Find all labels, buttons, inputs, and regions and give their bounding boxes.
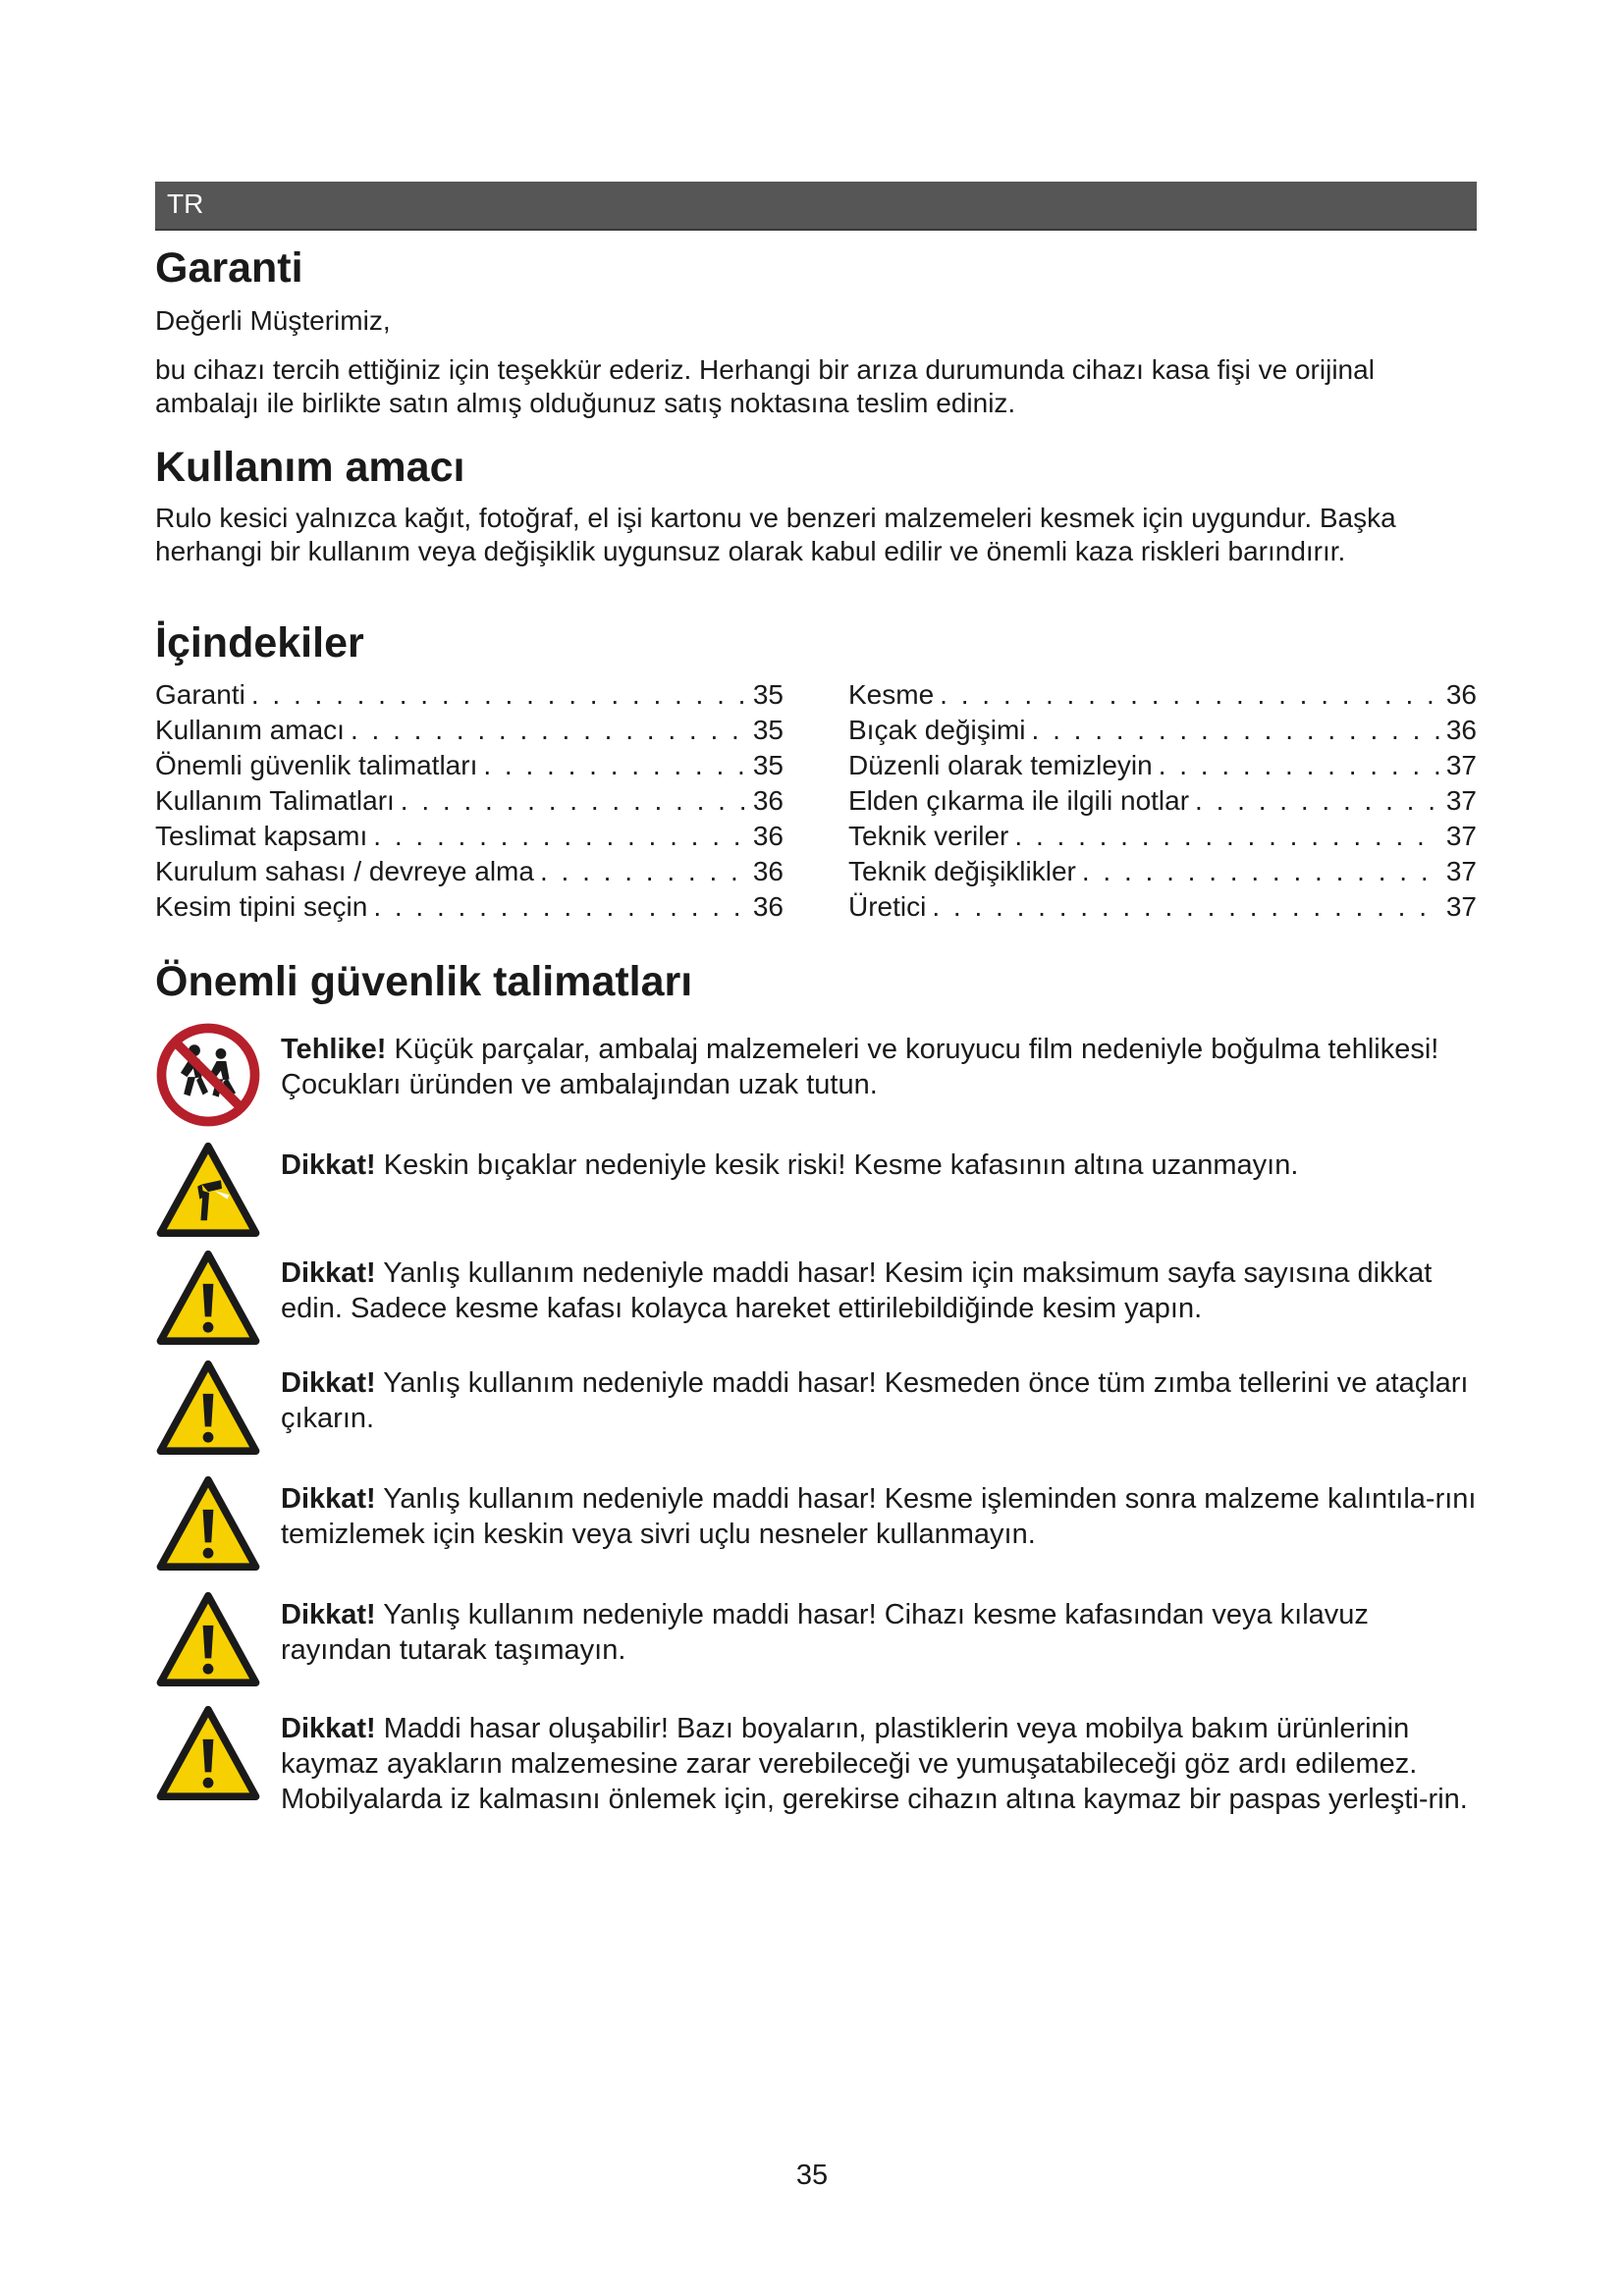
toc-leader-dots xyxy=(1082,854,1440,889)
toc-entry-label: Kesme xyxy=(848,679,935,710)
warning-lead: Dikkat! xyxy=(281,1713,376,1744)
toc-entry-label: Kullanım amacı xyxy=(155,715,345,745)
toc-entry-label: Teslimat kapsamı xyxy=(155,821,368,851)
toc-entry-page: 35 xyxy=(752,715,784,745)
toc-entry-page: 37 xyxy=(1445,785,1477,816)
toc-leader-dots xyxy=(540,854,747,889)
toc-entry xyxy=(848,677,1477,713)
toc-entry xyxy=(155,677,784,713)
child-prohibition-icon xyxy=(155,1022,261,1128)
toc-leader-dots xyxy=(1032,713,1440,748)
warning-text xyxy=(281,1356,1477,1436)
toc-entry xyxy=(848,748,1477,783)
toc-entry-page: 36 xyxy=(1445,679,1477,710)
warning-body: Keskin bıçaklar nedeniyle kesik riski! Kesme kafasının altına uzanmayın. xyxy=(375,1149,1299,1181)
manual-page xyxy=(155,182,1477,1815)
toc-entry-page: 36 xyxy=(752,856,784,886)
toc-entry-page: 35 xyxy=(752,679,784,710)
toc-entry-label: Üretici xyxy=(848,891,927,922)
toc-left-column xyxy=(155,677,784,925)
toc-leader-dots xyxy=(351,713,747,748)
exclamation-warning-icon xyxy=(155,1246,261,1352)
toc-entry-label: Kurulum sahası / devreye alma xyxy=(155,856,534,886)
warning-lead: Dikkat! xyxy=(281,1257,376,1289)
toc-entry xyxy=(155,819,784,854)
toc-leader-dots xyxy=(483,748,747,783)
warning-body: Yanlış kullanım nedeniyle maddi hasar! Kesim için maksimum sayfa sayısına dikkat edin. Sadece kesme kafası kolayca hareket ettirilebildiğinde kesim yapın. xyxy=(281,1257,1433,1324)
warning-text xyxy=(281,1701,1477,1817)
toc-entry xyxy=(848,783,1477,819)
warning-body: Yanlış kullanım nedeniyle maddi hasar! Cihazı kesme kafasından veya kılavuz rayından tutarak taşımayın. xyxy=(281,1599,1369,1666)
toc-entry xyxy=(155,713,784,748)
toc-leader-dots xyxy=(373,889,747,925)
toc-entry-label: Düzenli olarak temizleyin xyxy=(848,750,1153,780)
toc-leader-dots xyxy=(251,677,747,713)
toc-entry-label: Kesim tipini seçin xyxy=(155,891,368,922)
warning-item xyxy=(155,1356,1477,1471)
exclamation-warning-icon xyxy=(155,1356,261,1462)
toc-entry-label: Teknik değişiklikler xyxy=(848,856,1076,886)
language-code: TR xyxy=(167,188,204,219)
toc-entry-page: 37 xyxy=(1445,856,1477,886)
toc-entry-page: 35 xyxy=(752,750,784,780)
toc-entry-page: 36 xyxy=(752,891,784,922)
warning-text xyxy=(281,1587,1477,1668)
warning-text xyxy=(281,1471,1477,1552)
safety-heading: Önemli güvenlik talimatları xyxy=(155,958,693,1005)
warning-item xyxy=(155,1471,1477,1587)
warning-lead: Dikkat! xyxy=(281,1149,376,1181)
contents-heading: İçindekiler xyxy=(155,619,364,667)
toc-right-column xyxy=(848,677,1477,925)
exclamation-warning-icon xyxy=(155,1587,261,1693)
intended-use-heading: Kullanım amacı xyxy=(155,444,465,491)
warning-lead: Dikkat! xyxy=(281,1599,376,1630)
warning-text xyxy=(281,1246,1477,1326)
warning-item xyxy=(155,1022,1477,1138)
toc-leader-dots xyxy=(1159,748,1440,783)
cut-hazard-warning-icon xyxy=(155,1138,261,1244)
toc-entry xyxy=(848,819,1477,854)
warning-text xyxy=(281,1138,1298,1183)
toc-leader-dots xyxy=(373,819,747,854)
warning-lead: Tehlike! xyxy=(281,1034,387,1065)
toc-entry xyxy=(155,889,784,925)
toc-leader-dots xyxy=(940,677,1440,713)
toc-entry-page: 37 xyxy=(1445,821,1477,851)
toc-entry-label: Bıçak değişimi xyxy=(848,715,1026,745)
warning-item xyxy=(155,1246,1477,1356)
toc-entry-label: Garanti xyxy=(155,679,245,710)
toc-leader-dots xyxy=(1014,819,1439,854)
toc-entry-page: 36 xyxy=(752,821,784,851)
toc-entry-page: 36 xyxy=(1445,715,1477,745)
warranty-heading: Garanti xyxy=(155,244,303,292)
warning-lead: Dikkat! xyxy=(281,1367,376,1399)
toc-entry-label: Elden çıkarma ile ilgili notlar xyxy=(848,785,1190,816)
warning-item xyxy=(155,1138,1477,1246)
toc-entry xyxy=(848,713,1477,748)
warning-item xyxy=(155,1587,1477,1701)
toc-entry-label: Önemli güvenlik talimatları xyxy=(155,750,478,780)
toc-entry-label: Teknik veriler xyxy=(848,821,1009,851)
language-bar xyxy=(155,182,1477,231)
warning-body: Yanlış kullanım nedeniyle maddi hasar! Kesme işleminden sonra malzeme kalıntıla-rını temizlemek için keskin veya sivri uçlu nesneler kullanmayın. xyxy=(281,1483,1477,1550)
warning-body: Yanlış kullanım nedeniyle maddi hasar! Kesmeden önce tüm zımba tellerini ve ataçları çıkarın. xyxy=(281,1367,1469,1434)
toc-entry-page: 36 xyxy=(752,785,784,816)
salutation: Değerli Müşterimiz, xyxy=(155,305,391,336)
warning-lead: Dikkat! xyxy=(281,1483,376,1515)
intended-use-text: Rulo kesici yalnızca kağıt, fotoğraf, el işi kartonu ve benzeri malzemeleri kesmek için uygundur. Başka herhangi bir kullanım veya değişiklik uygunsuz olarak kabul edilir ve önemli kaza riskleri barındırır. xyxy=(155,503,1396,566)
exclamation-warning-icon xyxy=(155,1471,261,1577)
warning-item xyxy=(155,1701,1477,1815)
warning-body: Küçük parçalar, ambalaj malzemeleri ve koruyucu film nedeniyle boğulma tehlikesi! Çocukları üründen ve ambalajından uzak tutun. xyxy=(281,1034,1439,1100)
exclamation-warning-icon xyxy=(155,1701,261,1807)
warning-body: Maddi hasar oluşabilir! Bazı boyaların, plastiklerin veya mobilya bakım ürünlerinin kaymaz ayakların malzemesine zarar verebileceği ve yumuşatabileceği göz ardı edilemez. Mobilyalarda iz kalmasını önlemek için, gerekirse cihazın altına kaymaz bir paspas yerleşti-rin. xyxy=(281,1713,1468,1815)
toc-entry xyxy=(155,783,784,819)
toc-entry xyxy=(155,748,784,783)
toc-leader-dots xyxy=(932,889,1440,925)
toc-leader-dots xyxy=(1195,783,1440,819)
toc-entry-page: 37 xyxy=(1445,891,1477,922)
toc-entry xyxy=(155,854,784,889)
table-of-contents xyxy=(155,677,1477,925)
toc-entry-label: Kullanım Talimatları xyxy=(155,785,395,816)
toc-entry xyxy=(848,854,1477,889)
warning-text xyxy=(281,1022,1477,1102)
warranty-text: bu cihazı tercih ettiğiniz için teşekkür ederiz. Herhangi bir arıza durumunda cihazı kasa fişi ve orijinal ambalajı ile birlikte satın almış olduğunuz satış noktasına teslim ediniz. xyxy=(155,354,1375,418)
toc-entry xyxy=(848,889,1477,925)
toc-leader-dots xyxy=(401,783,747,819)
toc-entry-page: 37 xyxy=(1445,750,1477,780)
page-number: 35 xyxy=(795,2160,829,2191)
safety-warnings xyxy=(155,1022,1477,1815)
